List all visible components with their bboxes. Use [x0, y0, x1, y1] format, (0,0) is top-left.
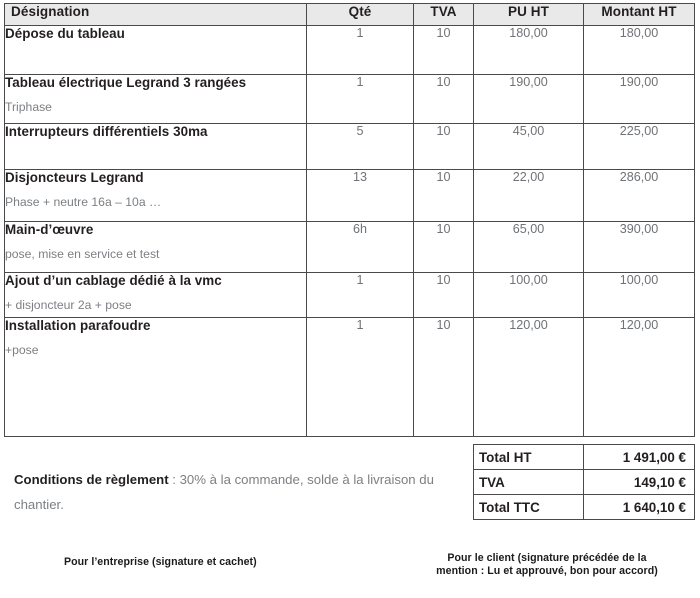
cell-qte: 13: [307, 170, 414, 222]
cell-pu-ht: 190,00: [474, 75, 584, 124]
line-item-title: Dépose du tableau: [5, 26, 125, 41]
signature-client-line-2: mention : Lu et approuvé, bon pour accord): [436, 565, 658, 577]
cell-pu-ht: 45,00: [474, 124, 584, 170]
cell-montant-ht: 225,00: [584, 124, 695, 170]
line-item-title: Interrupteurs différentiels 30ma: [5, 124, 208, 139]
total-ttc-value: 1 640,10 €: [584, 495, 695, 520]
cell-pu-ht: 22,00: [474, 170, 584, 222]
cell-designation: [5, 318, 307, 437]
cell-tva: 10: [414, 273, 474, 318]
line-item-title: Ajout d’un cablage dédié à la vmc: [5, 273, 222, 288]
cell-designation: [5, 222, 307, 273]
cell-pu-ht: 65,00: [474, 222, 584, 273]
table-row: [5, 273, 695, 318]
signature-client-label: [406, 552, 688, 578]
tva-label: TVA: [474, 470, 584, 495]
line-item-detail: Triphase: [5, 100, 52, 114]
column-header-designation: Désignation: [5, 4, 307, 26]
cell-montant-ht: 190,00: [584, 75, 695, 124]
cell-pu-ht: 180,00: [474, 26, 584, 75]
cell-designation: [5, 75, 307, 124]
column-header-pu-ht: PU HT: [474, 4, 584, 26]
column-header-qte: Qté: [307, 4, 414, 26]
cell-montant-ht: 286,00: [584, 170, 695, 222]
totals-table: [473, 444, 695, 520]
table-header-row: [5, 4, 695, 26]
cell-designation: [5, 26, 307, 75]
line-item-detail: pose, mise en service et test: [5, 247, 160, 261]
cell-designation: [5, 273, 307, 318]
totals-row-total-ht: [474, 445, 695, 470]
payment-conditions: [14, 467, 434, 517]
table-row: [5, 75, 695, 124]
cell-qte: 1: [307, 318, 414, 437]
cell-qte: 1: [307, 26, 414, 75]
cell-tva: 10: [414, 170, 474, 222]
cell-designation: [5, 124, 307, 170]
table-row: [5, 124, 695, 170]
cell-pu-ht: 100,00: [474, 273, 584, 318]
cell-qte: 5: [307, 124, 414, 170]
cell-qte: 1: [307, 273, 414, 318]
line-item-title: Tableau électrique Legrand 3 rangées: [5, 75, 247, 90]
cell-tva: 10: [414, 124, 474, 170]
totals-row-tva: [474, 470, 695, 495]
signature-client-line-1: Pour le client (signature précédée de la: [447, 552, 647, 564]
table-row: [5, 318, 695, 437]
tva-value: 149,10 €: [584, 470, 695, 495]
table-row: [5, 26, 695, 75]
table-row: [5, 222, 695, 273]
cell-montant-ht: 390,00: [584, 222, 695, 273]
cell-pu-ht: 120,00: [474, 318, 584, 437]
line-item-title: Disjoncteurs Legrand: [5, 170, 144, 185]
cell-tva: 10: [414, 318, 474, 437]
cell-montant-ht: 180,00: [584, 26, 695, 75]
line-item-detail: + disjoncteur 2a + pose: [5, 298, 132, 312]
signature-company-label: Pour l’entreprise (signature et cachet): [64, 556, 257, 568]
line-item-detail: +pose: [5, 343, 39, 357]
column-header-tva: TVA: [414, 4, 474, 26]
cell-qte: 1: [307, 75, 414, 124]
payment-conditions-label: Conditions de règlement: [14, 472, 169, 487]
cell-tva: 10: [414, 222, 474, 273]
quote-line-items-table: [4, 3, 695, 437]
total-ht-label: Total HT: [474, 445, 584, 470]
cell-montant-ht: 100,00: [584, 273, 695, 318]
column-header-montant-ht: Montant HT: [584, 4, 695, 26]
line-item-title: Main-d’œuvre: [5, 222, 94, 237]
line-item-detail: Phase + neutre 16a – 10a …: [5, 195, 162, 209]
cell-montant-ht: 120,00: [584, 318, 695, 437]
cell-tva: 10: [414, 75, 474, 124]
cell-designation: [5, 170, 307, 222]
total-ttc-label: Total TTC: [474, 495, 584, 520]
totals-row-total-ttc: [474, 495, 695, 520]
total-ht-value: 1 491,00 €: [584, 445, 695, 470]
payment-conditions-text: : 30% à la commande, solde à la livraison du chantier.: [14, 472, 434, 512]
table-row: [5, 170, 695, 222]
cell-tva: 10: [414, 26, 474, 75]
line-item-title: Installation parafoudre: [5, 318, 151, 333]
cell-qte: 6h: [307, 222, 414, 273]
